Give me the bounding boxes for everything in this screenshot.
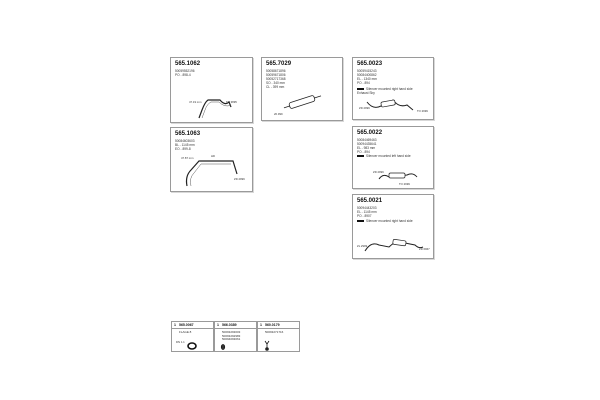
exhaust-pipe-drawing bbox=[353, 127, 435, 190]
accessory-qty: 1 bbox=[217, 323, 219, 327]
part-card-565-7029 bbox=[261, 57, 343, 121]
part-codes: 50084469463 50094435641 EL - 983 mm PO - 894 bbox=[357, 138, 377, 154]
secondary-note: Exhaust Sby bbox=[357, 91, 375, 95]
dimension-label: DN 1.1 bbox=[176, 340, 185, 344]
dimension-label: 20.999 bbox=[274, 112, 283, 116]
part-card-565-1063 bbox=[170, 127, 253, 192]
dimension-label: ZL 2999 bbox=[357, 244, 368, 248]
part-codes: 50059552196 PO - 898-4 bbox=[175, 69, 195, 77]
part-card-565-1062 bbox=[170, 57, 253, 123]
dimension-label: HD bbox=[211, 154, 216, 158]
mounting-note: Silencer mounted left hand side bbox=[357, 154, 411, 158]
part-number: 565.7029 bbox=[266, 61, 292, 67]
hanger-icon bbox=[258, 322, 301, 353]
dimension-label: TO 3895 bbox=[226, 100, 237, 104]
exhaust-pipe-drawing bbox=[171, 128, 254, 193]
part-number: 565.0021 bbox=[357, 198, 383, 204]
mounting-note: Silencer mounted right hand side bbox=[357, 219, 413, 223]
mounting-note: Silencer mounted right hand side bbox=[357, 87, 413, 91]
dimension-label: ZD 6967 bbox=[419, 247, 430, 251]
exhaust-pipe-drawing bbox=[353, 195, 435, 260]
part-codes: 50058671896 50059671806 50052717368 SO - 340 mm CL - 399 mm bbox=[266, 69, 286, 89]
part-card-565-0022 bbox=[352, 126, 434, 189]
dimension-label: TO 2999 bbox=[399, 182, 410, 186]
exhaust-pipe-drawing bbox=[171, 58, 254, 124]
part-number: 565.1063 bbox=[175, 131, 201, 137]
accessory-card bbox=[171, 321, 214, 352]
accessory-desc: 50093271716 bbox=[265, 330, 284, 334]
accessory-desc: FLAGE 8 bbox=[179, 330, 192, 334]
dimension-label: ZD 2999 bbox=[359, 106, 370, 110]
accessory-part-number: 565.0067 bbox=[179, 323, 194, 327]
part-number: 565.0022 bbox=[357, 130, 383, 136]
accessory-qty: 1 bbox=[174, 323, 176, 327]
dimension-label: 47.19 mm bbox=[189, 100, 202, 104]
silencer-drawing bbox=[262, 58, 344, 122]
part-codes: 50094443203 EL - 1145 mm PO - 8907 bbox=[357, 206, 377, 218]
part-card-565-0021 bbox=[352, 194, 434, 259]
exhaust-pipe-drawing bbox=[353, 58, 435, 121]
accessory-card bbox=[257, 321, 300, 352]
clamp-icon bbox=[172, 322, 215, 353]
part-number: 565.1062 bbox=[175, 61, 201, 67]
gasket-icon bbox=[215, 322, 258, 353]
part-codes: 50084603603 BL - 1145 mm EO - 899-8 bbox=[175, 139, 195, 151]
part-number: 565.0023 bbox=[357, 61, 383, 67]
accessory-part-number: 560.0179 bbox=[265, 323, 280, 327]
accessory-part-number: 566.0389 bbox=[222, 323, 237, 327]
part-card-565-0023 bbox=[352, 57, 434, 120]
dimension-label: 47.87 mm bbox=[181, 156, 194, 160]
dimension-label: ZD 2999 bbox=[234, 177, 245, 181]
accessory-qty: 1 bbox=[260, 323, 262, 327]
accessory-card bbox=[214, 321, 257, 352]
dimension-label: ZD 2999 bbox=[373, 170, 384, 174]
part-codes: 50059415243 50084400862 EL - 1340 mm PO - 894 bbox=[357, 69, 377, 85]
accessory-desc: 50093293003 50093292983 50094093061 bbox=[222, 330, 241, 342]
dimension-label: TO 2999 bbox=[417, 109, 428, 113]
